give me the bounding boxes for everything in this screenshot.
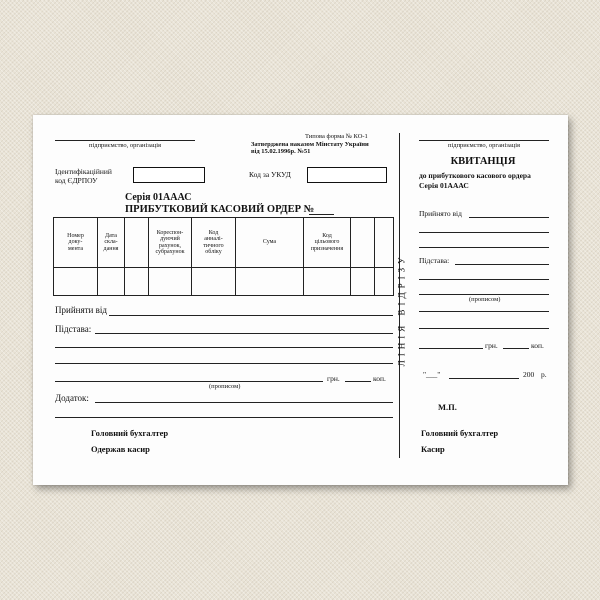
receipt-basis-field[interactable] (455, 264, 549, 265)
order-number-field[interactable] (309, 214, 334, 215)
amount-in-words-field[interactable] (55, 381, 323, 382)
series: Серія 01АААС (125, 192, 192, 203)
cash-receipt-form (33, 115, 568, 485)
column-blank-2 (351, 218, 375, 268)
receipt-received-from-field[interactable] (469, 217, 549, 218)
basis-line-3[interactable] (55, 363, 393, 364)
id-code-label-2: код ЄДРПОУ (55, 176, 98, 185)
cashier-received-label: Одержав касир (91, 444, 150, 454)
in-words-caption: (прописом) (209, 383, 241, 390)
column-analytic-code: Код анналі- тичного обліку (192, 218, 236, 268)
receipt-day-field[interactable]: "___" (423, 370, 441, 379)
receipt-uah-label: грн. (485, 341, 498, 350)
attachment-field[interactable] (95, 402, 393, 403)
receipt-enterprise-caption: підприємство, організація (447, 142, 520, 149)
ukud-code-field[interactable] (307, 167, 387, 183)
received-from-field[interactable] (109, 315, 393, 316)
column-purpose-code: Код цільового призначення (304, 218, 351, 268)
cut-line-text: ЛІНІЯ ВІДРІЗУ (396, 253, 406, 367)
receipt-year: 200 (523, 370, 535, 379)
edrpou-code-field[interactable] (133, 167, 205, 183)
uah-label: грн. (327, 374, 340, 383)
column-document-number: Номер доку- мента (54, 218, 98, 268)
column-corresponding-account: Кореспон- дуючий рахунок, субрахунок (149, 218, 192, 268)
receipt-received-from-label: Прийнято від (419, 209, 462, 218)
receipt-title: КВИТАНЦІЯ (450, 156, 516, 167)
approved-line-2: від 15.02.1996р. №51 (251, 148, 311, 155)
enterprise-line (55, 140, 195, 141)
receipt-kop-field[interactable] (503, 348, 529, 349)
order-title: ПРИБУТКОВИЙ КАСОВИЙ ОРДЕР № (125, 204, 315, 215)
receipt-subtitle: до прибуткового касового ордера (419, 171, 531, 180)
column-date: Дата скла- дання (98, 218, 125, 268)
receipt-series: Серія 01АААС (419, 181, 469, 190)
form-type: Типова форма № КО-1 (305, 133, 368, 140)
column-amount: Сума (236, 218, 304, 268)
receipt-cashier-label: Касир (421, 444, 445, 454)
receipt-amount-words-field[interactable] (419, 294, 549, 295)
table-row[interactable] (54, 268, 394, 296)
column-blank-1 (125, 218, 149, 268)
receipt-enterprise-line (419, 140, 549, 141)
approved-line-1: Затверджена наказом Мінстату України (251, 141, 369, 148)
receipt-kop-label: коп. (531, 341, 544, 350)
kop-field[interactable] (345, 381, 371, 382)
receipt-chief-accountant-label: Головний бухгалтер (421, 428, 499, 438)
receipt-in-words-caption: (прописом) (469, 296, 501, 303)
receipt-line-2[interactable] (419, 247, 549, 248)
receipt-line-3[interactable] (419, 311, 549, 312)
receipt-uah-field[interactable] (419, 348, 483, 349)
receipt-year-suffix: р. (541, 370, 547, 379)
order-table (53, 217, 394, 296)
basis-field[interactable] (95, 333, 393, 334)
id-code-label-1: Ідентифікаційний (55, 167, 112, 176)
basis-label: Підстава: (55, 324, 92, 334)
receipt-month-field[interactable] (449, 378, 519, 379)
attachment-label: Додаток: (55, 393, 89, 403)
attachment-line-2[interactable] (55, 417, 393, 418)
ukud-label: Код за УКУД (249, 170, 291, 179)
received-from-label: Прийняти від (55, 305, 107, 315)
receipt-line-4[interactable] (419, 328, 549, 329)
enterprise-caption: підприємство, організація (88, 142, 161, 149)
receipt-basis-line-2[interactable] (419, 279, 549, 280)
receipt-line-1[interactable] (419, 232, 549, 233)
receipt-basis-label: Підстава: (419, 256, 450, 265)
receipt-stamp-place: М.П. (438, 402, 457, 412)
basis-line-2[interactable] (55, 347, 393, 348)
chief-accountant-label: Головний бухгалтер (91, 428, 169, 438)
kop-label: коп. (373, 374, 386, 383)
